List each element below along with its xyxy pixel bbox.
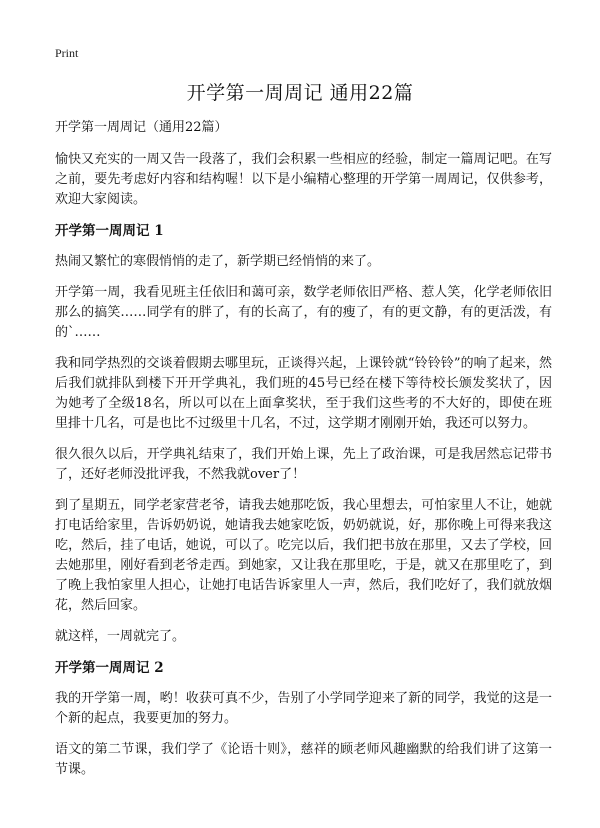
intro-paragraph: 愉快又充实的一周又告一段落了，我们会积累一些相应的经验，制定一篇周记吧。在写之前，要先考虑好内容和结构喔！以下是小编精心整理的开学第一周周记，仅供参考，欢迎大家阅读。 [55,152,552,207]
paragraph: 很久很久以后，开学典礼结束了，我们开始上课，先上了政治课，可是我居然忘记带书了，还好老师没批评我，不然我就over了！ [55,447,552,482]
paragraph: 热闹又繁忙的寒假悄悄的走了，新学期已经悄悄的来了。 [55,254,381,269]
paragraph: 语文的第二节课，我们学了《论语十则》，慈祥的顾老师风趣幽默的给我们讲了这第一节课。 [55,742,552,777]
document-body [55,118,552,791]
section-heading: 开学第一周周记 2 [55,660,164,676]
paragraph: 就这样，一周就完了。 [55,629,186,644]
document-title: 开学第一周周记 通用22篇 [186,82,414,104]
paragraph: 我和同学热烈的交谈着假期去哪里玩，正谈得兴起，上课铃就“铃铃铃”的响了起来，然后我们就排队到楼下开开学典礼，我们班的45号已经在楼下等待校长颁发奖状了，因为她考了全级18名，所以可以在上面拿奖状，至于我们这些考的不大好的，即使在班里排十几名，可是也比不过级里十几名，不过，这学期才刚刚开始，我还可以努力。 [55,356,552,431]
paragraph: 我的开学第一周，哟！收获可真不少，告别了小学同学迎来了新的同学，我觉的这是一个新的起点，我要更加的努力。 [55,691,552,726]
document-subtitle: 开学第一周周记（通用22篇） [55,120,228,135]
section-heading: 开学第一周周记 1 [55,223,164,239]
print-label: Print [55,46,79,60]
paragraph: 到了星期五，同学老家营老爷，请我去她那吃饭，我心里想去，可怕家里人不让，她就打电话给家里，告诉奶奶说，她请我去她家吃饭，奶奶就说，好，那你晚上可得来我这吃，然后，挂了电话，她说，可以了。吃完以后，我们把书放在那里，又去了学校，回去她那里，刚好看到老爷走西。到她家，又让我在那里吃，于是，就又在那里吃了，到了晚上我怕家里人担心，让她打电话告诉家里人一声，然后，我们吃好了，我们就放烟花，然后回家。 [55,498,552,613]
paragraph: 开学第一周，我看见班主任依旧和蔼可亲，数学老师依旧严格、惹人笑，化学老师依旧那么的搞笑……同学有的胖了，有的长高了，有的瘦了，有的更文静，有的更活泼，有的`…… [55,285,552,340]
